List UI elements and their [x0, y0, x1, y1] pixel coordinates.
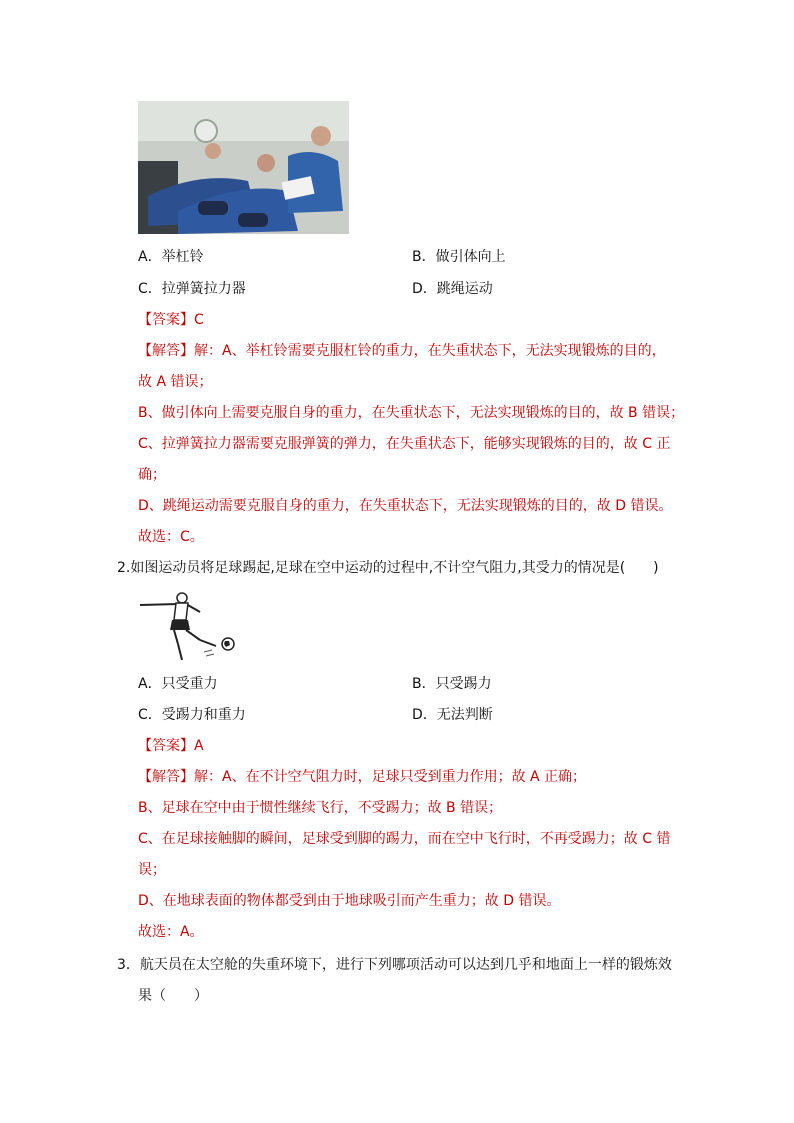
- q2-explain-tag: 【解答】: [138, 769, 194, 785]
- q2-option-a: A．只受重力: [138, 676, 218, 692]
- q1-explain-line-3: B、做引体向上需要克服自身的重力，在失重状态下，无法实现锻炼的目的，故 B 错误；: [138, 405, 685, 421]
- q1-explain-line-6: D、跳绳运动需要克服自身的重力，在失重状态下，无法实现锻炼的目的，故 D 错误。: [138, 498, 673, 514]
- q2-choose: 故选：A。: [138, 924, 204, 940]
- q2-answer-value: A: [194, 738, 204, 754]
- q1-option-a: A．举杠铃: [138, 249, 204, 265]
- q1-choose: 故选：C。: [138, 529, 204, 545]
- q1-answer-value: C: [194, 312, 204, 328]
- q1-explain-line-4: C、拉弹簧拉力器需要克服弹簧的弹力，在失重状态下，能够实现锻炼的目的，故 C 正: [138, 436, 671, 452]
- soccer-kick-figure: [138, 590, 238, 665]
- q1-explain-tag: 【解答】: [138, 343, 194, 359]
- q1-answer-tag: 【答案】: [138, 312, 194, 328]
- astronauts-photo: [138, 101, 349, 234]
- q2-explain-line-2: B、足球在空中由于惯性继续飞行，不受踢力；故 B 错误；: [138, 800, 503, 816]
- q2-answer: [138, 736, 204, 756]
- q2-option-c: C．受踢力和重力: [138, 707, 246, 723]
- q2-option-d: D．无法判断: [412, 707, 493, 723]
- q1-explain-line-2: 故 A 错误；: [138, 374, 213, 390]
- q1-explain-line-1: [138, 341, 666, 361]
- q2-explain-line-4: 误；: [138, 862, 166, 878]
- q1-option-c: C．拉弹簧拉力器: [138, 281, 246, 297]
- q2-explain-text: 解：A、在不计空气阻力时，足球只受到重力作用；故 A 正确；: [194, 769, 587, 785]
- q3-stem-line-2: 果（ ）: [138, 988, 208, 1004]
- q1-option-d: D．跳绳运动: [412, 281, 493, 297]
- q2-explain-line-5: D、在地球表面的物体都受到由于地球吸引而产生重力；故 D 错误。: [138, 893, 561, 909]
- q2-answer-tag: 【答案】: [138, 738, 194, 754]
- q2-explain-line-1: [138, 767, 586, 787]
- q1-explain-line-5: 确；: [138, 467, 166, 483]
- q1-answer: [138, 310, 204, 330]
- q3-stem-line-1: 3．航天员在太空舱的失重环境下，进行下列哪项活动可以达到几乎和地面上一样的锻炼效: [117, 957, 672, 973]
- q2-option-b: B．只受踢力: [412, 676, 492, 692]
- q2-explain-line-3: C、在足球接触脚的瞬间，足球受到脚的踢力，而在空中飞行时，不再受踢力；故 C 错: [138, 831, 671, 847]
- q1-explain-text: 解：A、举杠铃需要克服杠铃的重力，在失重状态下，无法实现锻炼的目的，: [194, 343, 666, 359]
- q1-option-b: B．做引体向上: [412, 249, 506, 265]
- q2-stem: 2.如图运动员将足球踢起,足球在空中运动的过程中,不计空气阻力,其受力的情况是( ): [117, 560, 659, 576]
